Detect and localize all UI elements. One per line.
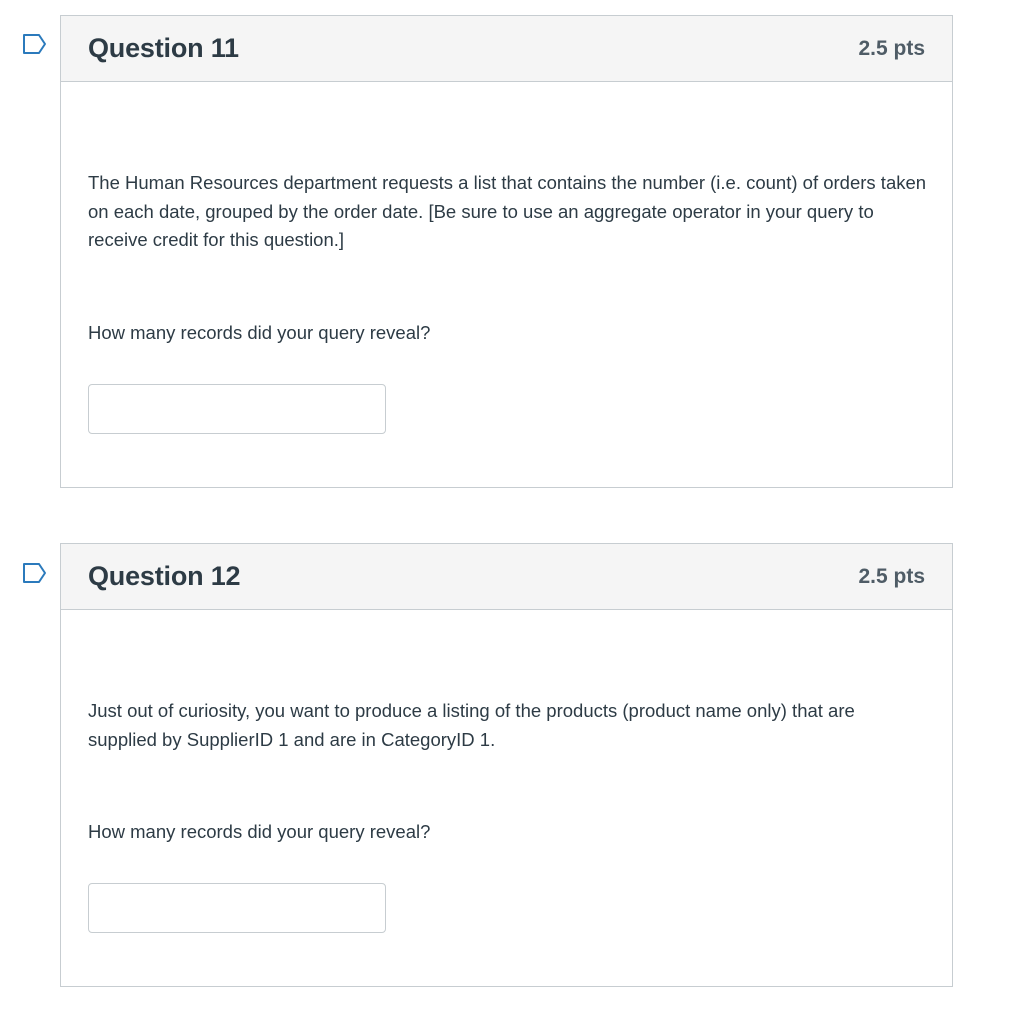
question-11-card xyxy=(60,15,953,488)
question-11-header xyxy=(61,16,952,82)
question-12-header xyxy=(61,544,952,610)
flag-question-12-icon[interactable] xyxy=(22,562,48,584)
question-12-body xyxy=(61,697,952,933)
question-12-card xyxy=(60,543,953,987)
question-11-title: Question 11 xyxy=(88,33,239,63)
question-12-points: 2.5 pts xyxy=(858,564,925,588)
question-12-title: Question 12 xyxy=(88,561,241,591)
question-11-text: The Human Resources department requests a list that contains the number (i.e. count) of orders taken on each date, grouped by the order date. [Be sure to use an aggregate operator in your query to receive credit for this question.] xyxy=(88,172,927,251)
question-11-points: 2.5 pts xyxy=(858,36,925,60)
question-11-answer-input[interactable] xyxy=(88,384,386,434)
question-11-body xyxy=(61,169,952,434)
question-12-text: Just out of curiosity, you want to produce a listing of the products (product name only) that are supplied by SupplierID 1 and are in CategoryID 1. xyxy=(88,700,855,750)
flag-question-11-icon[interactable] xyxy=(22,33,48,55)
question-12-prompt: How many records did your query reveal? xyxy=(88,821,431,843)
question-11-prompt: How many records did your query reveal? xyxy=(88,321,431,343)
question-12-answer-input[interactable] xyxy=(88,883,386,933)
